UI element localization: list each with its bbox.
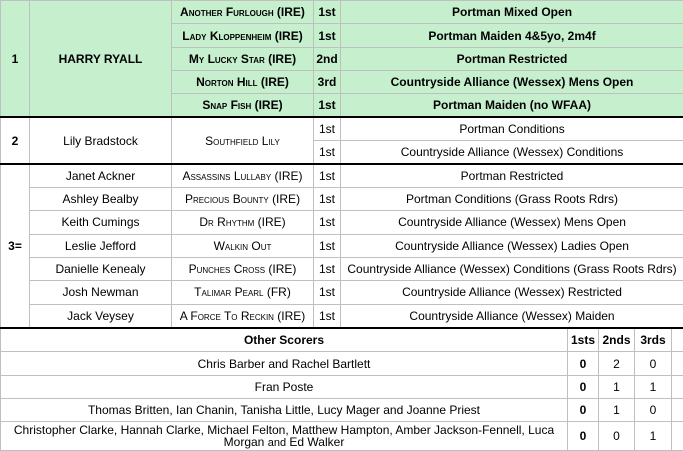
placing: 1st [314,281,341,304]
table-row [1,211,683,234]
thirds-count: 1 [635,422,672,451]
horse-name: Walkin Out [172,234,314,257]
placing: 1st [314,141,341,164]
placing: 1st [314,24,341,47]
race-name: Countryside Alliance (Wessex) Conditions [341,141,683,164]
rank-cell: 3= [1,164,30,328]
horse-name: Snap Fish (IRE) [172,94,314,117]
horse-name: My Lucky Star (IRE) [172,47,314,70]
horse-name: Southfield Lily [172,117,314,164]
other-scorers-header [1,328,683,352]
rider-name: Jack Veysey [30,304,172,327]
rider-name: Josh Newman [30,281,172,304]
col-header-thirds: 3rds [635,328,672,352]
table-row [1,399,683,422]
col-header-seconds: 2nds [599,328,635,352]
seconds-count: 1 [599,399,635,422]
firsts-count: 0 [568,352,599,375]
firsts-count: 0 [568,422,599,451]
race-name: Portman Maiden 4&5yo, 2m4f [341,24,683,47]
table-row [1,234,683,257]
placing: 1st [314,1,341,24]
placing: 1st [314,211,341,234]
placing: 1st [314,94,341,117]
horse-name: Precious Bounty (IRE) [172,187,314,210]
scorer-names: Thomas Britten, Ian Chanin, Tanisha Little, Lucy Mager and Joanne Priest [1,399,568,422]
horse-name: Punches Cross (IRE) [172,257,314,280]
horse-name: Talimar Pearl (FR) [172,281,314,304]
rider-name: Danielle Kenealy [30,257,172,280]
thirds-count: 1 [635,375,672,398]
table-row [1,164,683,187]
race-name: Portman Maiden (no WFAA) [341,94,683,117]
race-name: Countryside Alliance (Wessex) Ladies Open [341,234,683,257]
scorer-names: Chris Barber and Rachel Bartlett [1,352,568,375]
table-row [1,281,683,304]
table-row [1,257,683,280]
table-row [1,375,683,398]
table-row [1,422,683,451]
table-row [1,304,683,327]
horse-name: Norton Hill (IRE) [172,71,314,94]
placing: 1st [314,117,341,140]
table-row [1,1,683,24]
table-row [1,117,683,140]
col-header-firsts: 1sts [568,328,599,352]
race-name: Portman Restricted [341,47,683,70]
placing: 3rd [314,71,341,94]
firsts-count: 0 [568,399,599,422]
horse-name: Lady Kloppenheim (IRE) [172,24,314,47]
thirds-count: 0 [635,399,672,422]
race-name: Countryside Alliance (Wessex) Restricted [341,281,683,304]
placing: 1st [314,304,341,327]
seconds-count: 1 [599,375,635,398]
horse-name: Dr Rhythm (IRE) [172,211,314,234]
rider-name: Keith Cumings [30,211,172,234]
placing: 2nd [314,47,341,70]
rank-cell: 1 [1,1,30,118]
rider-name: Janet Ackner [30,164,172,187]
placing: 1st [314,164,341,187]
firsts-count: 0 [568,375,599,398]
rider-name: Ashley Bealby [30,187,172,210]
placing: 1st [314,257,341,280]
other-scorers-title: Other Scorers [1,328,568,352]
race-name: Countryside Alliance (Wessex) Maiden [341,304,683,327]
scorer-names: Fran Poste [1,375,568,398]
race-name: Countryside Alliance (Wessex) Conditions (Grass Roots Rdrs) [341,257,683,280]
race-name: Countryside Alliance (Wessex) Mens Open [341,211,683,234]
rider-name: HARRY RYALL [30,1,172,118]
rider-name: Leslie Jefford [30,234,172,257]
placing: 1st [314,187,341,210]
placing: 1st [314,234,341,257]
table-row [1,352,683,375]
seconds-count: 2 [599,352,635,375]
race-name: Portman Conditions (Grass Roots Rdrs) [341,187,683,210]
rank-cell: 2 [1,117,30,164]
rider-name: Lily Bradstock [30,117,172,164]
horse-name: Another Furlough (IRE) [172,1,314,24]
scorer-names: Christopher Clarke, Hannah Clarke, Michael Felton, Matthew Hampton, Amber Jackson-Fennell, Luca Morgan and Ed Walker [1,422,568,451]
thirds-count: 0 [635,352,672,375]
horse-name: A Force To Reckin (IRE) [172,304,314,327]
table-row [1,187,683,210]
horse-name: Assassins Lullaby (IRE) [172,164,314,187]
race-name: Countryside Alliance (Wessex) Mens Open [341,71,683,94]
race-name: Portman Mixed Open [341,1,683,24]
seconds-count: 0 [599,422,635,451]
race-name: Portman Restricted [341,164,683,187]
race-name: Portman Conditions [341,117,683,140]
